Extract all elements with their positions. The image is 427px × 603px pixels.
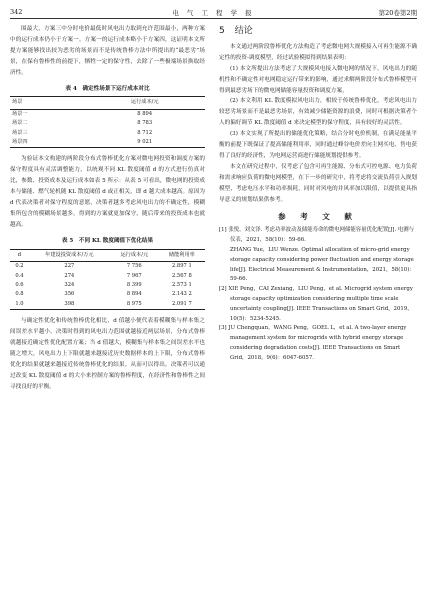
reference-item: ZHANG Yue，LIU Wenze. Optimal allocation of micro-grid energy storage capacity considering power fluctuation and energy storage life[J]. Electrical Measurement & Instrumentation，2021，58(10)：59-66. [230,247,415,283]
table5 [10,249,205,310]
table-cell: 2.573 1 [171,281,192,288]
table-cell: 7 756 [126,263,142,270]
section-title: 结论 [234,26,253,36]
paragraph-end: 与确定性优化和传统鲁棒优化相比，d 值越小便代表着模糊集与样本集之间误差水平越小，决策时得到的风电出力范围就越接近两层场景，分布式鲁棒就越接近确定性优化配置方案；当 d 值越大，模糊集与样本集之间误差水平也随之增大，风电出力上下限就越来越接近历史数据样本的上下限，分布式鲁棒优化的结果就越来越接近传统鲁棒优化的结果。从而可以得出，决策者可以通过改变 KL 散度阈值 d 的大小来控制方案的鲁棒程度，在经济性和鲁棒性之间寻找良好的平衡。 [10,318,205,390]
conclusion-point-2: (2) 本文利用 KL 散度模拟风电出力，相较于传统鲁棒优化，考虑风电出力较恶劣场景而不是最恶劣场景，有效减少储能资源的浪费，同时可根据决策者个人的偏好调节 KL 散度阈值 d 来决定模型的保守程度，具有较好的灵活性。 [219,98,417,127]
table-cell: 0.4 [15,272,24,279]
page-number: 342 [10,8,23,16]
table-cell: 场景四 [10,138,84,148]
table4 [10,96,205,148]
table-cell: 398 [29,300,110,310]
table-cell: 场景一 [12,110,28,117]
right-column [219,24,417,364]
table-cell: 0.2 [15,263,24,270]
table-cell: 274 [64,272,75,279]
table-cell: 8 894 [137,110,153,117]
table-row [10,119,205,128]
table-header: 年建设投资成本/万元 [29,249,110,261]
table-row [10,281,205,290]
table-row [10,138,205,148]
table-cell: 324 [64,281,75,288]
table-header: 运行成本/元 [84,97,205,109]
table-cell: 0.6 [15,281,24,288]
left-column [10,24,205,393]
table-cell: 8 975 [110,300,159,310]
paragraph-mid: 为验证本文构建的两阶段分布式鲁棒优化方案对微电网投资和调度方案的保守程度具有灵活调整能力，以统观不同 KL 散度阈值 d 的方式进行仿真对比，参数、投资成本及运行成本如表 5 所示：从表 5 可看出，微电网的投资成本与储能、燃气轮机随 KL 散度阈值 d 或正相关，即 d 越大成本越高。原因为 d 代表决策者对保守程度的意愿，决策者越多考虑风电出力的不确定性，模糊集所包含的模糊场景越多，得到的方案就更加保守，随后带来的投资成本也就越高。 [10,156,205,228]
reference-item: [2] XIE Peng，CAI Zexiang，LIU Peng，et al. Microgrid system energy storage capacity optimization considering multiple time scale uncertainty coupling[J]. IEEE Transactions on Smart Grid，2019，10(5)：5234-5245. [219,286,413,322]
table-cell: 8 783 [137,120,153,127]
table-row [10,109,205,119]
table-cell: 2.897 1 [171,263,192,270]
section-heading [219,26,417,37]
paragraph-intro: 围最大，方案三中分时电价最低时风电出力取到允许范围最小，两种方案中的运行成本仍小于方案一。方案一的运行成本略小于方案四，这证明本文所提方案能够找出较为恶劣的场景而不是传统鲁棒方法中所提出的“最恶劣”场景，在保有鲁棒性的前提下，牺牲一定的保守性，去除了一些极端场景换取经济性。 [10,26,205,76]
table-header: 运行成本/元 [110,249,159,261]
table-cell: 8 712 [137,129,153,136]
conclusion-point-1: (1) 本文所提出方法考虑了大规模风电接入微电网的情况下，风电出力的随机性和不确定性对电网稳定运行带来的影响，通过求解两阶段分布式鲁棒模型可得到最恶劣场下的微电网储能容量投资和调度方案。 [219,65,417,94]
table5-caption: 表 5 不同 KL 散度阈值下优化结果 [61,237,154,244]
table4-caption: 表 4 确定性场景下运行成本对比 [65,85,150,92]
table-header: d [10,249,29,261]
section-number: 5 [219,26,225,36]
table-row [10,300,205,310]
reference-item: [3] JU Chengquan，WANG Peng，GOEL L，et al. A two-layer energy management system for microgrids with hybrid energy storage considering degradation costs[J]. IEEE Transactions on Smart Grid，2018，9(6)：6047-6057. [219,325,407,361]
conclusion-intro: 本文通过两阶段鲁棒优化方法构造了考虑微电网大规模接入可再生能源不确定性的投资-调度模型，经过试验模拟得到结果表明： [219,43,417,61]
table-cell: 356 [64,291,75,298]
table-row [10,262,205,272]
table-row [10,129,205,138]
table-row [10,272,205,281]
table-cell: 227 [64,263,75,270]
table-cell: 2.143 2 [171,291,192,298]
journal-title: 电 气 工 程 学 报 [172,9,255,17]
table-cell: 1.0 [10,300,29,310]
table-cell: 场景三 [12,129,28,136]
table-cell: 7 967 [126,272,142,279]
table-cell: 8 894 [126,291,142,298]
issue-label: 第20卷第2期 [378,9,417,17]
table-header: 场景 [10,97,84,109]
conclusion-end: 本文在研究过程中，仅考虑了包含可再生能源、分布式可控电源、电力负荷和需求响应负荷的微电网模型，在下一步的研究中，将考虑将交流负荷引入规划模型，考虑电压水平和功率损耗，同时对风电的并风率加以限值，以提供更具指导意义的规划结果供参考。 [219,163,417,203]
table-cell: 9 021 [84,138,205,148]
table-cell: 场景二 [12,120,28,127]
table-cell: 8 399 [126,281,142,288]
references-heading: 参 考 文 献 [278,211,358,221]
table-row [10,290,205,299]
conclusion-point-3: (3) 本文实现了所提出的储能优化策略，结合分时电价机制，在满足能量平衡的前提下既保证了提高储能利用率，同时通过峰谷电价差向主网买电、售电获得了良好的经济性，为电网运营商进行储能规划提供参考。 [219,131,417,159]
reference-item: [1] 张悦，刘文泽. 考虑功率波动及储能寿命的微电网储能容量优化配置[J]. 电测与仪表，2021，58(10)：59-66. [219,227,415,244]
table-cell: 2.091 7 [159,300,205,310]
table-cell: 2.567 8 [171,272,192,279]
table-header: 储能利用率 [159,249,205,261]
table-cell: 0.8 [15,291,24,298]
page-header [10,6,417,19]
